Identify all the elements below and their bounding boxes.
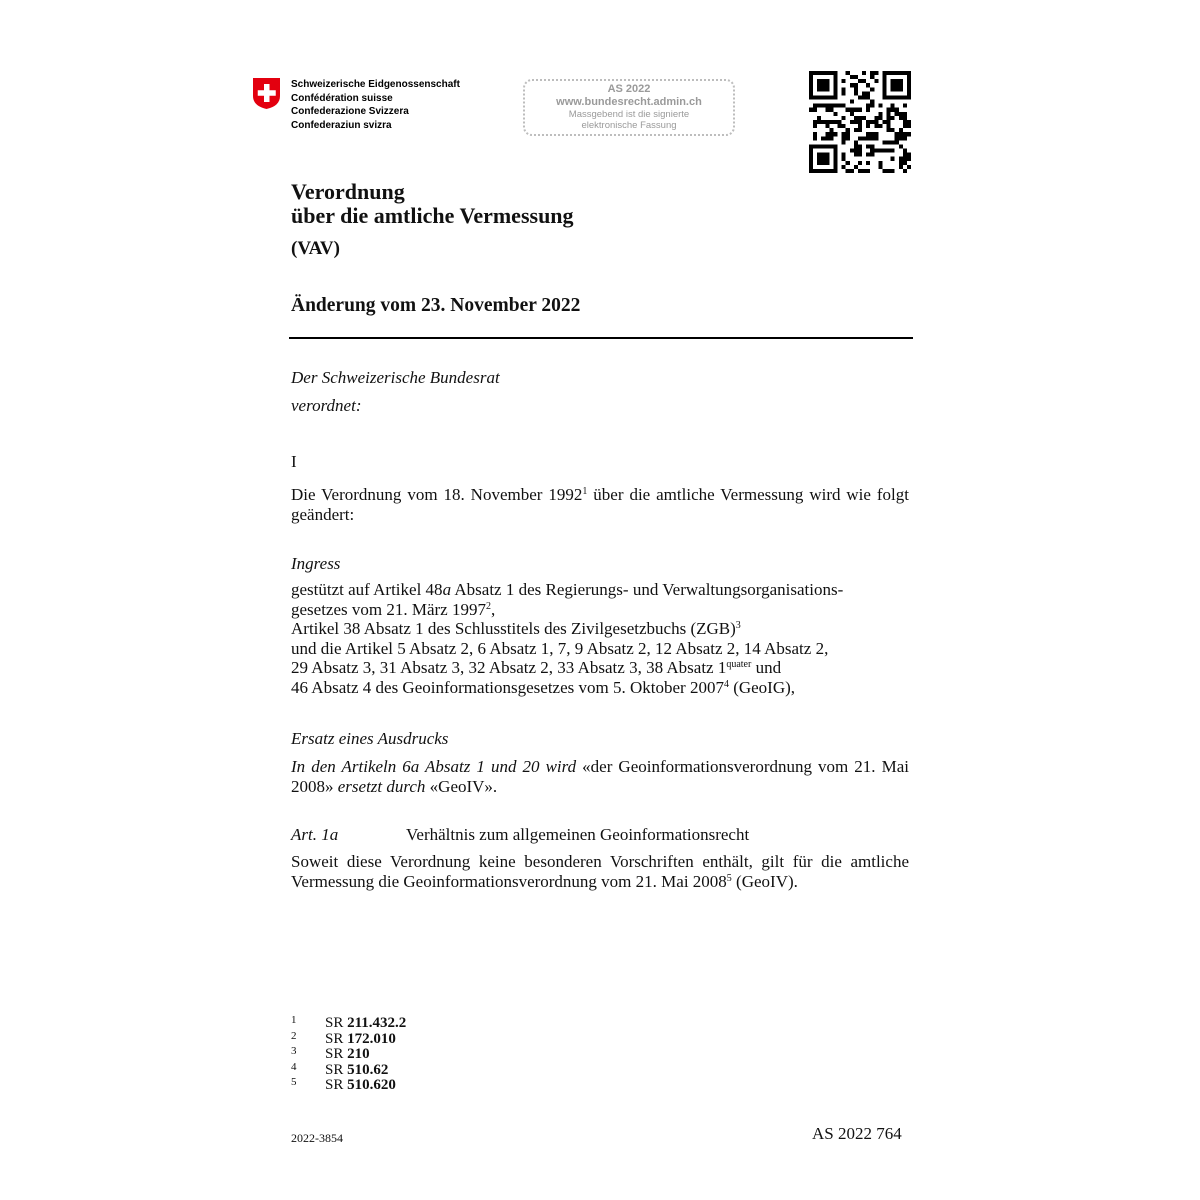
article-title: Verhältnis zum allgemeinen Geoinformationsrecht [406,825,750,844]
footnote-prefix: SR [325,1015,344,1031]
replacement-heading: Ersatz eines Ausdrucks [291,729,449,748]
document-number: 2022-3854 [291,1131,343,1145]
amendment-date: Änderung vom 23. November 2022 [291,295,581,316]
preamble-authority: Der Schweizerische Bundesrat [291,368,500,387]
confederation-name-de: Schweizerische Eidgenossenschaft [291,79,460,90]
confederation-names [291,78,460,132]
ingress-line-1-a: gestützt auf Artikel 48 [291,580,443,599]
title-line-1: Verordnung [291,179,405,204]
footnote-prefix: SR [325,1046,344,1062]
footnote-sr-ref[interactable]: 510.62 [347,1061,389,1078]
replacement-old-term: «der Geoinformationsverordnung vom 21. Mai 2008» [291,757,909,796]
footnote-ref-3[interactable]: 3 [735,620,741,631]
stamp-line-4: elektronische Fassung [581,120,677,131]
ingress-line-1 [291,580,843,600]
ingress-line-6-b: (GeoIG), [728,677,796,697]
section-numeral: I [291,452,297,471]
footnotes [291,1016,406,1094]
stamp-line-1: AS 2022 [607,83,651,95]
footnote-number: 4 [291,1060,297,1073]
preamble-verb: verordnet: [291,396,362,415]
footnote-sr-ref[interactable]: 211.432.2 [347,1015,407,1031]
footnote-ref-1[interactable]: 1 [582,486,588,497]
footnote-prefix: SR [325,1077,344,1093]
replacement-new-term: «GeoIV». [425,776,498,796]
ingress-line-2-text: gesetzes vom 21. März 1997 [291,599,486,619]
article-text [291,852,909,891]
footnote-prefix: SR [325,1061,344,1078]
replacement-text [291,757,909,796]
ingress-line-5-b: und [751,658,782,677]
ingress-line-2-end: , [490,599,496,619]
replacement-text-b: ersetzt durch [337,776,426,796]
footnote-number: 1 [291,1014,297,1026]
footnote-number: 3 [291,1045,297,1057]
ingress-line-3 [291,619,843,639]
footnote-ref-4[interactable]: 4 [723,678,729,690]
swiss-cross-icon [252,77,281,110]
page-reference: AS 2022 764 [812,1124,902,1143]
document-title [291,180,574,228]
section-intro [291,485,909,524]
footnote-prefix: SR [325,1030,344,1047]
confederation-name-it: Confederazione Svizzera [291,106,409,117]
article-text-body: Soweit diese Verordnung keine besonderen Vorschriften enthält, gilt für die amtliche Vermessung die Geoinformationsverordnung vom 21. Mai 2008 [291,852,909,891]
ingress-line-1-b: Absatz 1 des Regierungs- und Verwaltungsorganisations- [451,580,844,599]
ingress-line-6 [291,678,843,698]
title-abbreviation: (VAV) [291,238,340,259]
ingress-heading: Ingress [291,554,341,573]
ingress-line-4: und die Artikel 5 Absatz 2, 6 Absatz 1, 7, 9 Absatz 2, 12 Absatz 2, 14 Absatz 2, [291,638,829,658]
confederation-name-rm: Confederaziun svizra [291,119,392,131]
section-intro-text-end: über die amtliche Vermessung wird wie folgt geändert: [291,485,909,524]
superscript-quater: quater [726,659,752,670]
confederation-name-fr: Confédération suisse [291,92,393,104]
ingress-text [291,580,843,697]
title-divider [289,337,913,339]
ingress-line-5-a: 29 Absatz 3, 31 Absatz 3, 32 Absatz 2, 33 Absatz 3, 38 Absatz 1 [291,658,727,677]
footnote-item [291,1078,406,1094]
stamp-line-3: Massgebend ist die signierte [568,109,690,120]
footnote-sr-ref[interactable]: 510.620 [347,1077,396,1093]
footnote-number: 2 [291,1029,297,1042]
article-text-end: (GeoIV). [731,871,798,891]
ingress-line-2 [291,600,843,620]
footnote-sr-ref[interactable]: 172.010 [347,1030,396,1047]
section-intro-text: Die Verordnung vom 18. November 1992 [291,485,583,504]
footnote-ref-5[interactable]: 5 [726,872,732,884]
stamp-url[interactable]: www.bundesrecht.admin.ch [556,96,702,108]
footnote-ref-2[interactable]: 2 [485,600,491,612]
footnote-sr-ref[interactable]: 210 [347,1046,370,1062]
ingress-line-1-italic: a [442,580,452,599]
footnote-number: 5 [291,1076,297,1088]
ingress-line-5 [291,658,843,678]
title-line-2: über die amtliche Vermessung [291,203,574,228]
replacement-text-a: In den Artikeln 6a Absatz 1 und 20 wird [291,757,577,776]
article-number: Art. 1a [291,825,339,844]
qr-code-icon [809,71,911,173]
ingress-line-3-text: Artikel 38 Absatz 1 des Schlusstitels des Zivilgesetzbuchs (ZGB) [291,619,736,638]
ingress-line-6-a: 46 Absatz 4 des Geoinformationsgesetzes vom 5. Oktober 2007 [291,677,724,697]
signature-stamp [523,79,735,136]
